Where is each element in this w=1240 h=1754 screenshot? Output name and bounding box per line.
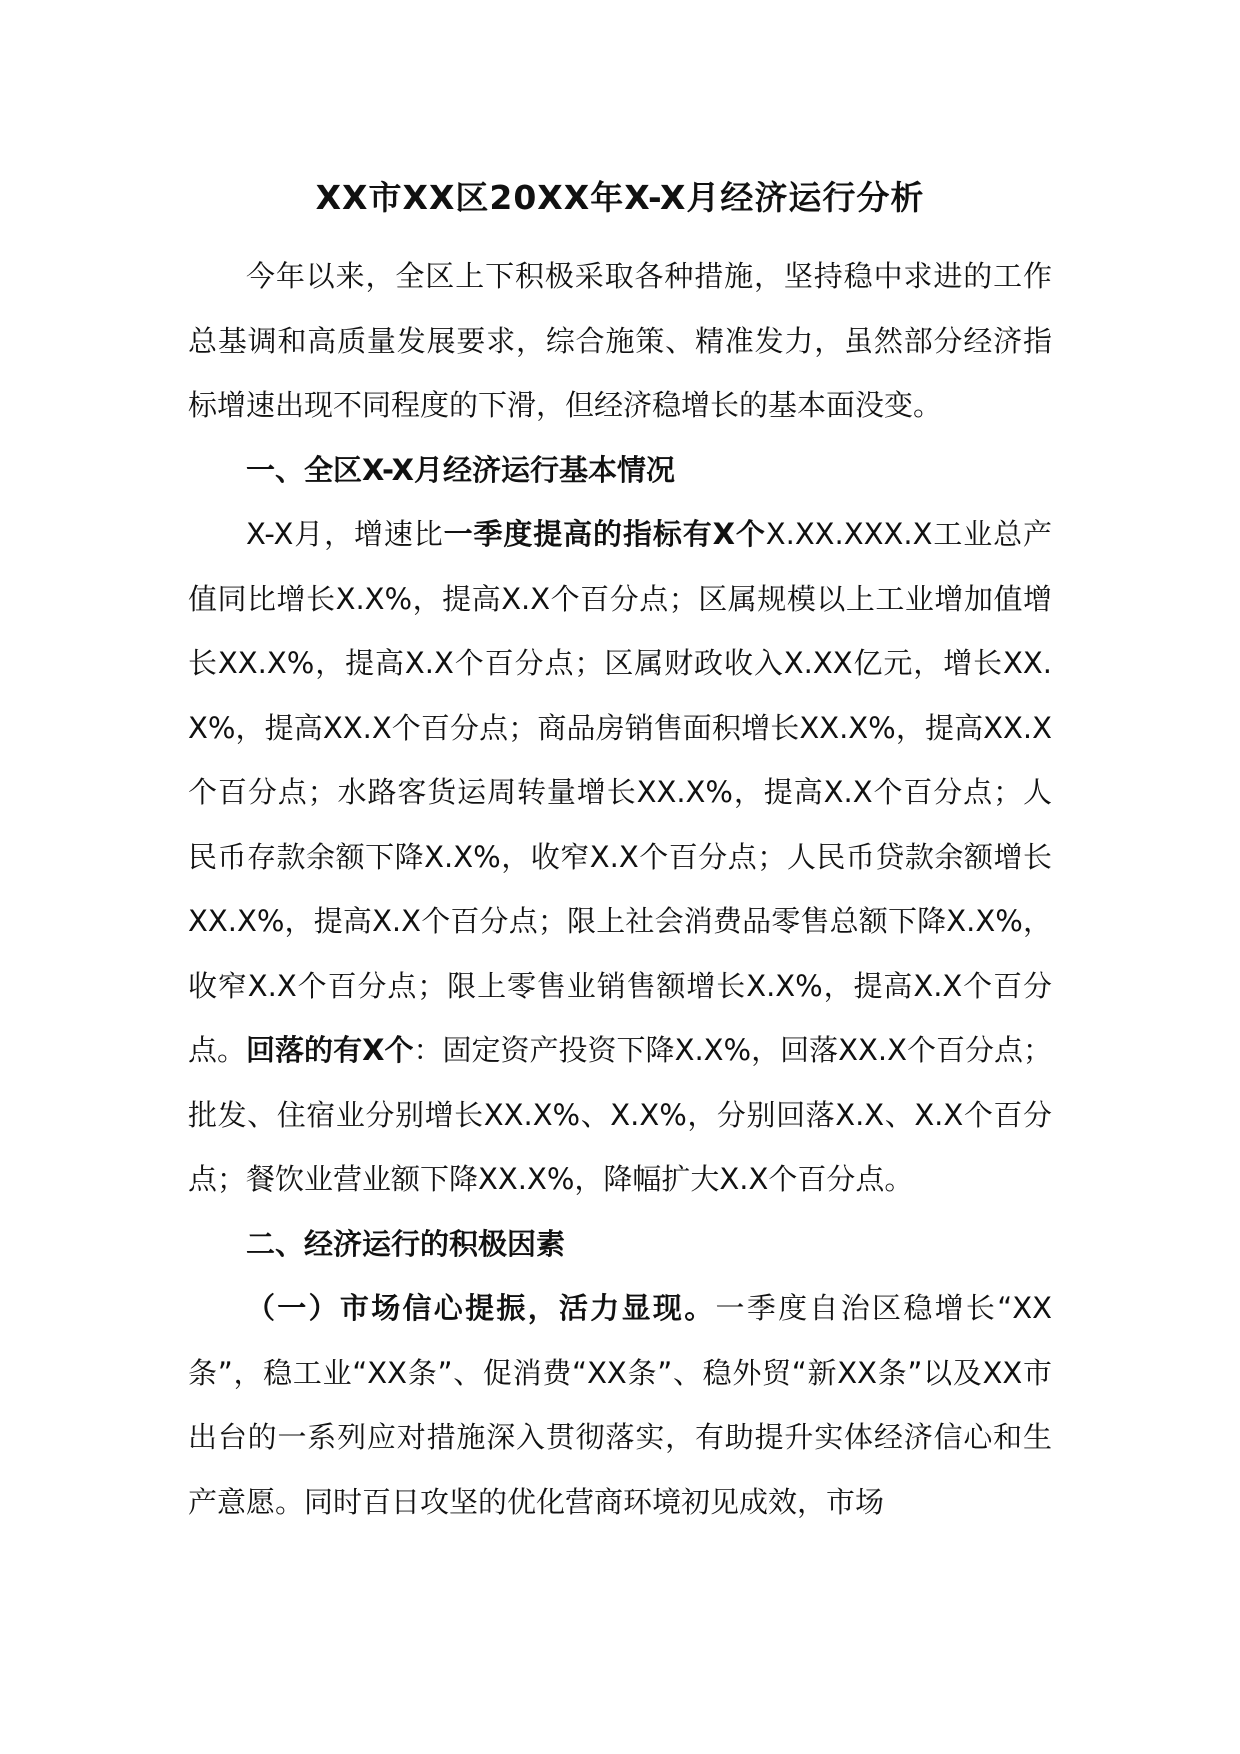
document-body [188,168,1052,1534]
section-1-text-end: ：固定资产投资下降X.X%，回落XX.X个百分点；批发、住宿业分别增长XX.X%、X.X%，分别回落X.X、X.X个百分点；餐饮业营业额下降XX.X%，降幅扩大X.X个百分点。 [188,1033,1053,1196]
section-1-text-start: X-X月，增速比 [246,517,444,551]
section-1-paragraph [188,502,1052,1212]
section-2-heading: 二、经济运行的积极因素 [246,1226,566,1261]
section-2-subsection-1-text: 一季度自治区稳增长“XX条”，稳工业“XX条”、促消费“XX条”、稳外贸“新XX条”以及XX市出台的一系列应对措施深入贯彻落实，有助提升实体经济信心和生产意愿。同时百日攻坚的优化营商环境初见成效，市场 [188,1291,1052,1519]
section-1-bold-decreased: 回落的有X个 [246,1033,414,1067]
document-title: XX市XX区20XX年X-X月经济运行分析 [315,178,925,217]
section-2-subsection-1-heading: （一）市场信心提振，活力显现。 [246,1291,716,1325]
section-1-heading: 一、全区X-X月经济运行基本情况 [246,452,676,487]
section-1-text-middle: X.XX.XXX.X工业总产值同比增长X.X%，提高X.X个百分点；区属规模以上工业增加值增长XX.X%，提高X.X个百分点；区属财政收入X.XX亿元，增长XX.X%，提高XX.X个百分点；商品房销售面积增长XX.X%，提高XX.X个百分点；水路客货运周转量增长XX.X%，提高X.X个百分点；人民币存款余额下降X.X%，收窄X.X个百分点；人民币贷款余额增长XX.X%，提高X.X个百分点；限上社会消费品零售总额下降X.X%，收窄X.X个百分点；限上零售业销售额增长X.X%，提高X.X个百分点。 [188,517,1052,1067]
section-1-bold-increased: 一季度提高的指标有X个 [443,517,766,551]
section-2-subsection-1-paragraph [188,1276,1052,1534]
intro-paragraph: 今年以来，全区上下积极采取各种措施，坚持稳中求进的工作总基调和高质量发展要求，综合施策、精准发力，虽然部分经济指标增速出现不同程度的下滑，但经济稳增长的基本面没变。 [188,259,1052,422]
